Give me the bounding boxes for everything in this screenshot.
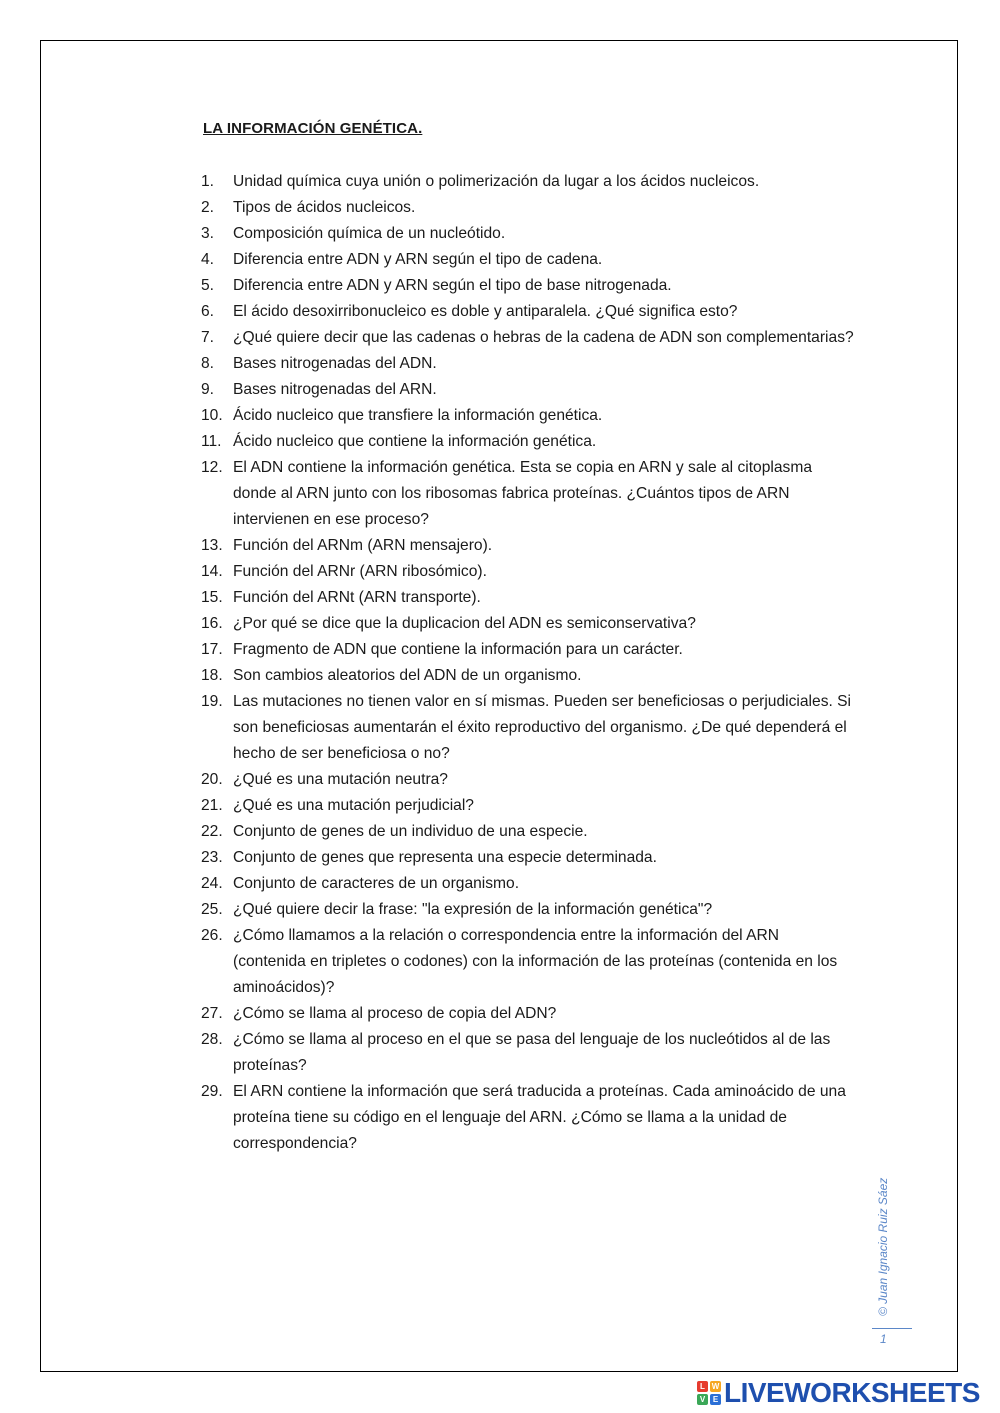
question-text: Composición química de un nucleótido. bbox=[233, 225, 506, 242]
question-item bbox=[201, 611, 856, 637]
question-item bbox=[201, 169, 856, 195]
question-number: 11. bbox=[201, 433, 222, 450]
question-number: 16. bbox=[201, 615, 223, 632]
question-number: 17. bbox=[201, 641, 223, 658]
question-number: 4. bbox=[201, 251, 215, 268]
question-number: 20. bbox=[201, 771, 223, 788]
question-text: Conjunto de caracteres de un organismo. bbox=[233, 875, 520, 892]
question-text: ¿Cómo se llama al proceso en el que se pasa del lenguaje de los nucleótidos al de las proteínas? bbox=[233, 1031, 831, 1074]
question-number: 29. bbox=[201, 1083, 223, 1100]
question-item bbox=[201, 299, 856, 325]
question-text: Función del ARNt (ARN transporte). bbox=[233, 589, 481, 606]
question-text: ¿Qué quiere decir que las cadenas o hebras de la cadena de ADN son complementarias? bbox=[233, 329, 854, 346]
question-item bbox=[201, 455, 856, 533]
question-number: 13. bbox=[201, 537, 223, 554]
question-item bbox=[201, 377, 856, 403]
question-item bbox=[201, 637, 856, 663]
question-number: 7. bbox=[201, 329, 215, 346]
document-title: LA INFORMACIÓN GENÉTICA. bbox=[203, 120, 423, 137]
question-item bbox=[201, 533, 856, 559]
page-number: 1 bbox=[880, 1332, 887, 1346]
question-item bbox=[201, 845, 856, 871]
logo-tile: W bbox=[711, 1381, 720, 1391]
question-text: Función del ARNm (ARN mensajero). bbox=[233, 537, 493, 554]
question-item bbox=[201, 273, 856, 299]
question-text: ¿Qué es una mutación perjudicial? bbox=[233, 797, 474, 814]
question-text: ¿Qué es una mutación neutra? bbox=[233, 771, 448, 788]
question-text: Las mutaciones no tienen valor en sí mismas. Pueden ser beneficiosas o perjudiciales. Si son beneficiosas aumentarán el éxito reproductivo del organismo. ¿De qué dependerá el hecho de ser beneficiosa o no? bbox=[233, 693, 852, 762]
question-text: Conjunto de genes que representa una especie determinada. bbox=[233, 849, 657, 866]
question-text: El ADN contiene la información genética. Esta se copia en ARN y sale al citoplasma donde al ARN junto con los ribosomas fabrica proteínas. ¿Cuántos tipos de ARN intervienen en ese proceso? bbox=[233, 459, 813, 528]
question-number: 6. bbox=[201, 303, 215, 320]
question-item bbox=[201, 559, 856, 585]
question-item bbox=[201, 819, 856, 845]
question-number: 1. bbox=[201, 173, 215, 190]
question-text: Diferencia entre ADN y ARN según el tipo de cadena. bbox=[233, 251, 603, 268]
question-text: Fragmento de ADN que contiene la información para un carácter. bbox=[233, 641, 683, 658]
liveworksheets-logo[interactable] bbox=[697, 1379, 980, 1407]
question-number: 21. bbox=[201, 797, 223, 814]
question-number: 12. bbox=[201, 459, 223, 476]
question-item bbox=[201, 221, 856, 247]
question-number: 24. bbox=[201, 875, 223, 892]
logo-tile: V bbox=[697, 1394, 708, 1405]
question-text: Ácido nucleico que contiene la información genética. bbox=[233, 433, 597, 450]
page-number-rule bbox=[872, 1328, 912, 1329]
logo-tile: L bbox=[697, 1381, 708, 1392]
question-number: 15. bbox=[201, 589, 223, 606]
question-text: Bases nitrogenadas del ADN. bbox=[233, 355, 437, 372]
question-item bbox=[201, 1027, 856, 1079]
question-item bbox=[201, 689, 856, 767]
question-text: Conjunto de genes de un individuo de una especie. bbox=[233, 823, 588, 840]
question-text: Diferencia entre ADN y ARN según el tipo de base nitrogenada. bbox=[233, 277, 672, 294]
question-item bbox=[201, 1001, 856, 1027]
question-text: ¿Por qué se dice que la duplicacion del ADN es semiconservativa? bbox=[233, 615, 696, 632]
question-number: 3. bbox=[201, 225, 215, 242]
question-number: 8. bbox=[201, 355, 215, 372]
liveworksheets-logo-icon bbox=[697, 1381, 721, 1405]
question-text: El ARN contiene la información que será traducida a proteínas. Cada aminoácido de una proteína tiene su código en el lenguaje del ARN. ¿Cómo se llama a la unidad de correspondencia? bbox=[233, 1083, 846, 1152]
question-number: 26. bbox=[201, 927, 223, 944]
question-number: 25. bbox=[201, 901, 223, 918]
logo-tile: E bbox=[710, 1394, 721, 1405]
question-item bbox=[201, 1079, 856, 1157]
question-item bbox=[201, 351, 856, 377]
question-text: ¿Cómo se llama al proceso de copia del ADN? bbox=[233, 1005, 557, 1022]
question-number: 27. bbox=[201, 1005, 223, 1022]
question-item bbox=[201, 663, 856, 689]
question-item bbox=[201, 897, 856, 923]
question-number: 22. bbox=[201, 823, 223, 840]
question-number: 14. bbox=[201, 563, 223, 580]
question-item bbox=[201, 923, 856, 1001]
question-number: 18. bbox=[201, 667, 223, 684]
question-number: 9. bbox=[201, 381, 215, 398]
question-item bbox=[201, 767, 856, 793]
question-text: ¿Qué quiere decir la frase: "la expresión de la información genética"? bbox=[233, 901, 713, 918]
question-number: 10. bbox=[201, 407, 223, 424]
liveworksheets-wordmark: LIVEWORKSHEETS bbox=[724, 1377, 980, 1408]
question-item bbox=[201, 195, 856, 221]
question-item bbox=[201, 871, 856, 897]
question-item bbox=[201, 247, 856, 273]
question-item bbox=[201, 325, 856, 351]
question-number: 5. bbox=[201, 277, 215, 294]
question-item bbox=[201, 793, 856, 819]
question-item bbox=[201, 403, 856, 429]
question-item bbox=[201, 429, 856, 455]
copyright-watermark: © Juan Ignacio Ruiz Sáez bbox=[876, 1177, 890, 1316]
question-list bbox=[201, 169, 856, 1157]
question-item bbox=[201, 585, 856, 611]
question-text: Función del ARNr (ARN ribosómico). bbox=[233, 563, 487, 580]
question-text: El ácido desoxirribonucleico es doble y antiparalela. ¿Qué significa esto? bbox=[233, 303, 738, 320]
question-number: 23. bbox=[201, 849, 223, 866]
question-text: Bases nitrogenadas del ARN. bbox=[233, 381, 437, 398]
question-number: 19. bbox=[201, 693, 223, 710]
question-text: Unidad química cuya unión o polimerización da lugar a los ácidos nucleicos. bbox=[233, 173, 760, 190]
question-number: 28. bbox=[201, 1031, 223, 1048]
question-text: Son cambios aleatorios del ADN de un organismo. bbox=[233, 667, 582, 684]
question-text: ¿Cómo llamamos a la relación o correspondencia entre la información del ARN (contenida en tripletes o codones) con la información de las proteínas (contenida en los aminoácidos)? bbox=[233, 927, 838, 996]
question-text: Tipos de ácidos nucleicos. bbox=[233, 199, 416, 216]
question-number: 2. bbox=[201, 199, 215, 216]
question-text: Ácido nucleico que transfiere la información genética. bbox=[233, 407, 603, 424]
